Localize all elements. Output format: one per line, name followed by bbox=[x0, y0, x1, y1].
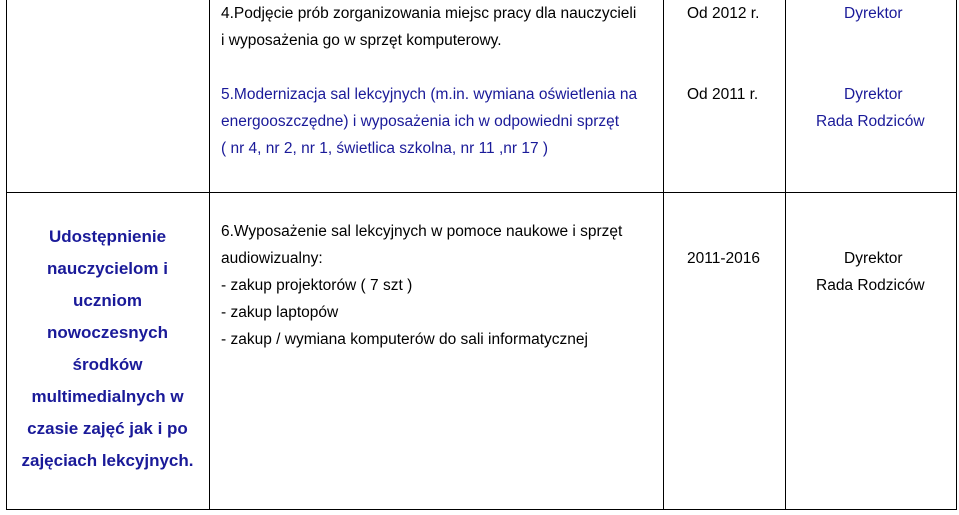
objective-line-7: czasie zajęć jak i po bbox=[27, 419, 188, 438]
task-4-line-2: i wyposażenia go w sprzęt komputerowy. bbox=[221, 32, 502, 49]
task-5-line-2: energooszczędne) i wyposażenia ich w odpowiedni sprzęt bbox=[221, 113, 620, 130]
responsible-row-1: Dyrektor bbox=[844, 5, 903, 22]
task-6-line-1: 6.Wyposażenie sal lekcyjnych w pomoce naukowe i sprzęt bbox=[221, 223, 623, 240]
objective-line-1: Udostępnienie bbox=[48, 227, 167, 246]
table-bottom-border bbox=[6, 509, 957, 510]
responsible-row-3-line-1: Dyrektor bbox=[844, 250, 903, 267]
objective-line-2: nauczycielom i bbox=[47, 259, 168, 278]
responsible-row-2-line-1: Dyrektor bbox=[844, 86, 903, 103]
term-row-3: 2011-2016 bbox=[687, 250, 760, 267]
term-row-1: Od 2012 r. bbox=[687, 5, 760, 22]
task-6-line-2: audiowizualny: bbox=[221, 250, 323, 267]
objective-line-6: multimedialnych w bbox=[31, 387, 184, 406]
task-5-line-1: 5.Modernizacja sal lekcyjnych (m.in. wymiana oświetlenia na bbox=[221, 86, 638, 103]
row-divider-1 bbox=[6, 192, 957, 193]
column-divider-2 bbox=[663, 0, 664, 510]
task-5-line-3: ( nr 4, nr 2, nr 1, świetlica szkolna, nr 11 ,nr 17 ) bbox=[221, 140, 549, 157]
task-6-line-4: - zakup laptopów bbox=[221, 304, 339, 321]
task-6-line-5: - zakup / wymiana komputerów do sali informatycznej bbox=[221, 331, 588, 348]
objective-line-4: nowoczesnych bbox=[47, 323, 168, 342]
table-right-border bbox=[956, 0, 957, 510]
objective-line-8: zajęciach lekcyjnych. bbox=[21, 451, 194, 470]
task-6-line-3: - zakup projektorów ( 7 szt ) bbox=[221, 277, 413, 294]
term-row-2: Od 2011 r. bbox=[687, 86, 759, 103]
responsible-row-3-line-2: Rada Rodziców bbox=[816, 277, 925, 294]
task-4-line-1: 4.Podjęcie prób zorganizowania miejsc pracy dla nauczycieli bbox=[221, 5, 637, 22]
objective-line-5: środków bbox=[72, 355, 143, 374]
objective-line-3: uczniom bbox=[73, 291, 142, 310]
column-divider-3 bbox=[785, 0, 786, 510]
responsible-row-2-line-2: Rada Rodziców bbox=[816, 113, 925, 130]
